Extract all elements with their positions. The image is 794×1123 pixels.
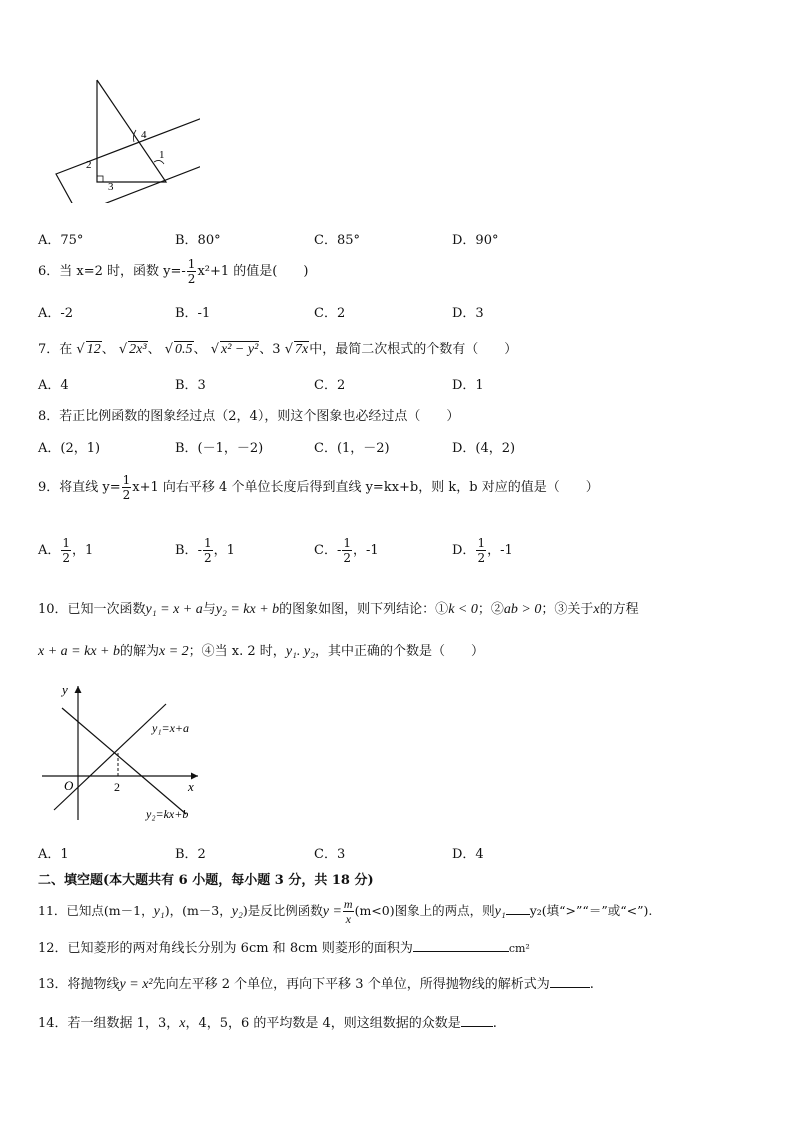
q6-suffix: x²+1 的值是( ) bbox=[197, 264, 309, 279]
q9-d-letter: D． bbox=[452, 543, 476, 558]
q10-option-d[interactable]: D．4 bbox=[452, 847, 484, 862]
sqrt-7x: √ 7x bbox=[284, 342, 309, 357]
q10-text-g: 的解为 bbox=[119, 644, 159, 659]
q14-period: . bbox=[492, 1016, 497, 1031]
question-10-line-1 bbox=[38, 598, 639, 618]
q13-equation: y = x² bbox=[119, 977, 153, 992]
q10-cond-2: ab > 0 bbox=[503, 602, 542, 617]
q6-option-b[interactable]: B．-1 bbox=[175, 306, 211, 321]
triangle-ruler-figure bbox=[50, 78, 200, 203]
set-square bbox=[97, 80, 166, 182]
q6-option-a[interactable]: A．-2 bbox=[38, 306, 74, 321]
q11-text-a: 11．已知点(m－1， bbox=[38, 903, 154, 918]
q11-frac-num: m bbox=[343, 897, 353, 911]
q9-c-den: 2 bbox=[343, 551, 351, 565]
q9-d-den: 2 bbox=[477, 551, 486, 565]
q10-text-a: 10．已知一次函数 bbox=[38, 602, 146, 617]
q9-b-post: ，1 bbox=[213, 543, 235, 558]
q9-option-a[interactable] bbox=[38, 537, 93, 564]
q10-solution: x = 2 bbox=[159, 644, 189, 659]
sqrt-0-5: √ 0.5 bbox=[164, 342, 193, 357]
q9-c-fraction bbox=[342, 537, 352, 564]
angle-label-3: 3 bbox=[108, 181, 114, 193]
q14-text-b: ，4，5，6 的平均数是 4，则这组数据的众数是 bbox=[185, 1016, 461, 1031]
q11-answer-blank[interactable] bbox=[506, 914, 530, 915]
q7-option-b[interactable]: B．3 bbox=[175, 378, 206, 393]
y-axis-label: y bbox=[62, 682, 68, 697]
q14-text-a: 14．若一组数据 1，3， bbox=[38, 1016, 180, 1031]
q9-prefix: 9．将直线 y= bbox=[38, 480, 121, 495]
q11-y1-b: y₁ bbox=[494, 904, 506, 919]
sqrt-12: √ 12 bbox=[76, 342, 101, 357]
q7-sep-1: 、 bbox=[101, 342, 115, 357]
q7-prefix: 7．在 bbox=[38, 342, 73, 357]
q6-fraction bbox=[187, 258, 197, 285]
q9-a-num: 1 bbox=[62, 536, 71, 550]
q12-answer-blank[interactable] bbox=[413, 951, 509, 952]
q10-option-a[interactable]: A．1 bbox=[38, 847, 69, 862]
q9-c-post: ，-1 bbox=[353, 543, 379, 558]
q14-x-var: x bbox=[179, 1016, 186, 1031]
origin-label: O bbox=[64, 778, 74, 793]
q11-frac-den: x bbox=[345, 912, 351, 926]
q8-option-b[interactable]: B．(－1，－2) bbox=[175, 441, 264, 456]
q11-y2: y₂ bbox=[231, 904, 243, 919]
q9-option-b[interactable] bbox=[175, 537, 235, 564]
q10-option-b[interactable]: B．2 bbox=[175, 847, 206, 862]
q11-text-f: y₂(填“>”“＝”或“<”). bbox=[529, 903, 653, 918]
question-7 bbox=[38, 338, 517, 358]
q5-option-d[interactable]: D．90° bbox=[452, 233, 499, 248]
q7-option-d[interactable]: D．1 bbox=[452, 378, 484, 393]
q8-option-a[interactable]: A．(2，1) bbox=[38, 441, 101, 456]
q10-text-i: ，其中正确的个数是（ ） bbox=[314, 644, 484, 659]
q9-b-fraction bbox=[203, 537, 213, 564]
q9-c-num: 1 bbox=[343, 536, 351, 550]
q14-answer-blank[interactable] bbox=[461, 1026, 493, 1027]
section-2-heading: 二、填空题(本大题共有 6 小题，每小题 3 分，共 18 分) bbox=[38, 873, 374, 888]
line-y2-label: y₂=kx+b bbox=[146, 807, 189, 821]
q7-option-a[interactable]: A．4 bbox=[38, 378, 69, 393]
q11-eq-y: y = bbox=[322, 904, 342, 919]
q9-frac-den: 2 bbox=[122, 488, 131, 502]
q11-text-c: )是反比例函数 bbox=[242, 903, 323, 918]
q9-a-den: 2 bbox=[62, 551, 71, 565]
q9-b-sign: - bbox=[197, 543, 202, 558]
q8-option-d[interactable]: D．(4，2) bbox=[452, 441, 516, 456]
q13-period: . bbox=[589, 977, 594, 992]
q9-b-den: 2 bbox=[203, 551, 212, 565]
q8-option-c[interactable]: C．(1，－2) bbox=[314, 441, 390, 456]
q7-suffix: 中，最简二次根式的个数有（ ） bbox=[309, 342, 518, 357]
q11-text-b: )，(m－3， bbox=[164, 903, 232, 918]
q10-option-c[interactable]: C．3 bbox=[314, 847, 346, 862]
right-angle-mark bbox=[97, 176, 103, 182]
sqrt-x2-y2: √ x² − y² bbox=[210, 342, 259, 357]
q12-text: 12．已知菱形的两对角线长分别为 6cm 和 8cm 则菱形的面积为 bbox=[38, 941, 413, 956]
q5-option-b[interactable]: B．80° bbox=[175, 233, 221, 248]
q9-b-letter: B． bbox=[175, 543, 198, 558]
q5-option-c[interactable]: C．85° bbox=[314, 233, 360, 248]
question-8: 8．若正比例函数的图象经过点（2，4），则这个图象也必经过点（ ） bbox=[38, 409, 460, 424]
q9-d-num: 1 bbox=[477, 536, 486, 550]
q7-sep-4: 、 bbox=[259, 342, 273, 357]
q9-b-num: 1 bbox=[203, 536, 212, 550]
q9-c-letter: C． bbox=[314, 543, 337, 558]
q12-unit: cm² bbox=[508, 942, 530, 955]
q10-text-c: 的图象如图，则下列结论：① bbox=[279, 602, 449, 617]
q9-suffix: x+1 向右平移 4 个单位长度后得到直线 y=kx+b，则 k，b 对应的值是（ ） bbox=[132, 480, 599, 495]
q7-sep-2: 、 bbox=[147, 342, 161, 357]
q13-text-a: 13．将抛物线 bbox=[38, 977, 120, 992]
q10-eq2: y₂ = kx + b bbox=[215, 602, 280, 617]
q6-frac-den: 2 bbox=[187, 272, 196, 286]
q11-text-d: (m<0)图象上的两点，则 bbox=[354, 903, 495, 918]
q9-fraction bbox=[122, 474, 132, 501]
q6-frac-num: 1 bbox=[187, 257, 196, 271]
q9-a-post: ，1 bbox=[72, 543, 94, 558]
q10-eq1: y₁ = x + a bbox=[145, 602, 203, 617]
q9-a-fraction bbox=[61, 537, 71, 564]
q10-text-b: 与 bbox=[202, 602, 216, 617]
q11-fraction bbox=[343, 898, 354, 925]
q9-option-c[interactable] bbox=[314, 537, 379, 564]
q10-text-d: ；② bbox=[477, 602, 504, 617]
question-6 bbox=[38, 258, 308, 285]
q7-option-c[interactable]: C．2 bbox=[314, 378, 346, 393]
question-10-line-2 bbox=[38, 640, 484, 660]
question-12 bbox=[38, 937, 530, 956]
q9-frac-num: 1 bbox=[122, 473, 131, 487]
linear-functions-graph bbox=[38, 680, 218, 830]
q5-option-a[interactable]: A．75° bbox=[38, 233, 84, 248]
question-11 bbox=[38, 898, 652, 925]
q13-text-b: 先向左平移 2 个单位，再向下平移 3 个单位，所得抛物线的解析式为 bbox=[152, 977, 550, 992]
question-14 bbox=[38, 1012, 497, 1032]
q9-a-letter: A． bbox=[38, 543, 61, 558]
q13-answer-blank[interactable] bbox=[550, 987, 590, 988]
q10-compare: y₁. y₂ bbox=[285, 644, 315, 659]
q11-y1: y₁ bbox=[153, 904, 165, 919]
x-axis-label: x bbox=[188, 779, 194, 794]
q9-c-sign: - bbox=[336, 543, 342, 558]
q10-equation: x + a = kx + b bbox=[38, 644, 120, 659]
q7-sep-3: 、 bbox=[193, 342, 207, 357]
line-y1 bbox=[54, 704, 166, 810]
q10-text-h: ；④当 x. 2 时， bbox=[188, 644, 286, 659]
q10-text-e: ；③关于 bbox=[541, 602, 594, 617]
angle-label-1: 1 bbox=[159, 149, 165, 161]
angle-label-4: 4 bbox=[141, 129, 147, 141]
q10-cond-1: k < 0 bbox=[448, 602, 478, 617]
q6-option-c[interactable]: C．2 bbox=[314, 306, 346, 321]
angle-label-2: 2 bbox=[86, 159, 92, 171]
sqrt-2x3: √ 2x³ bbox=[118, 342, 147, 357]
question-13 bbox=[38, 973, 594, 993]
q10-x-var: x bbox=[593, 602, 600, 617]
q9-d-fraction bbox=[476, 537, 486, 564]
q9-d-post: ，-1 bbox=[487, 543, 513, 558]
question-9 bbox=[38, 474, 599, 501]
line-y1-label: y₁=x+a bbox=[152, 721, 190, 735]
q10-text-f: 的方程 bbox=[599, 602, 639, 617]
q6-prefix: 6．当 x=2 时，函数 y=- bbox=[38, 264, 186, 279]
q9-option-d[interactable] bbox=[452, 537, 513, 564]
q6-option-d[interactable]: D．3 bbox=[452, 306, 484, 321]
q7-coef: 3 bbox=[272, 342, 281, 357]
tick-label-2: 2 bbox=[114, 780, 120, 794]
